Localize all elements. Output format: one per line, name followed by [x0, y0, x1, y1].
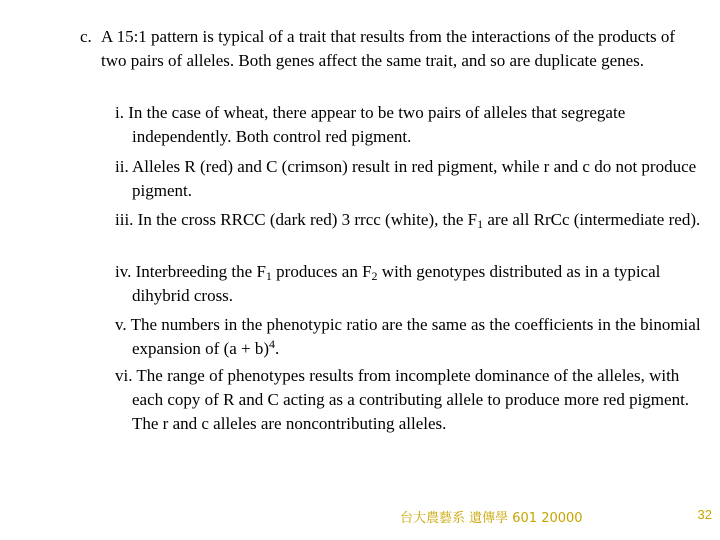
sub-item-vi [115, 364, 702, 436]
main-paragraph [80, 25, 680, 73]
list-marker: c. [80, 27, 92, 46]
sub-item-iii [115, 208, 702, 232]
sub-item-i [115, 101, 702, 149]
sub-item-iii-text: iii. In the cross RRCC (dark red) 3 rrcc (white), the F [115, 210, 478, 229]
sub-item-iii-text-end: are all RrCc (intermediate red). [483, 210, 701, 229]
sub-item-ii-text: ii. Alleles R (red) and C (crimson) result in red pigment, while r and c do not produce pigment. [115, 157, 697, 200]
sub-item-iv-text: iv. Interbreeding the F [115, 262, 266, 281]
footer-text: 台大農藝系 遺傳學 601 20000 [400, 511, 583, 526]
sub-item-i-text: i. In the case of wheat, there appear to be two pairs of alleles that segregate independently. Both control red pigment. [115, 103, 626, 146]
sub-item-ii [115, 155, 702, 203]
sub-item-v-text: v. The numbers in the phenotypic ratio are the same as the coefficients in the binomial expansion of (a + b) [115, 315, 701, 358]
sub-item-v [115, 313, 702, 361]
subscript: 1 [477, 217, 484, 231]
subscript: 2 [371, 269, 378, 283]
sub-item-iv [115, 260, 702, 308]
sub-item-iv-text-end: with genotypes distributed as in a typical dihybrid cross. [132, 262, 661, 305]
page-number: 32 [697, 507, 712, 522]
sub-item-iv-text-mid: produces an F [271, 262, 372, 281]
sub-item-v-text-end: . [275, 339, 280, 358]
superscript: 4 [269, 337, 276, 351]
sub-item-vi-text: vi. The range of phenotypes results from incomplete dominance of the alleles, with each copy of R and C acting as a contributing allele to produce more red pigment. The r and c alleles are noncontributing alleles. [115, 366, 690, 433]
subscript: 1 [265, 269, 272, 283]
main-paragraph-text: A 15:1 pattern is typical of a trait that results from the interactions of the products of two pairs of alleles. Both genes affect the same trait, and so are duplicate genes. [101, 27, 676, 70]
